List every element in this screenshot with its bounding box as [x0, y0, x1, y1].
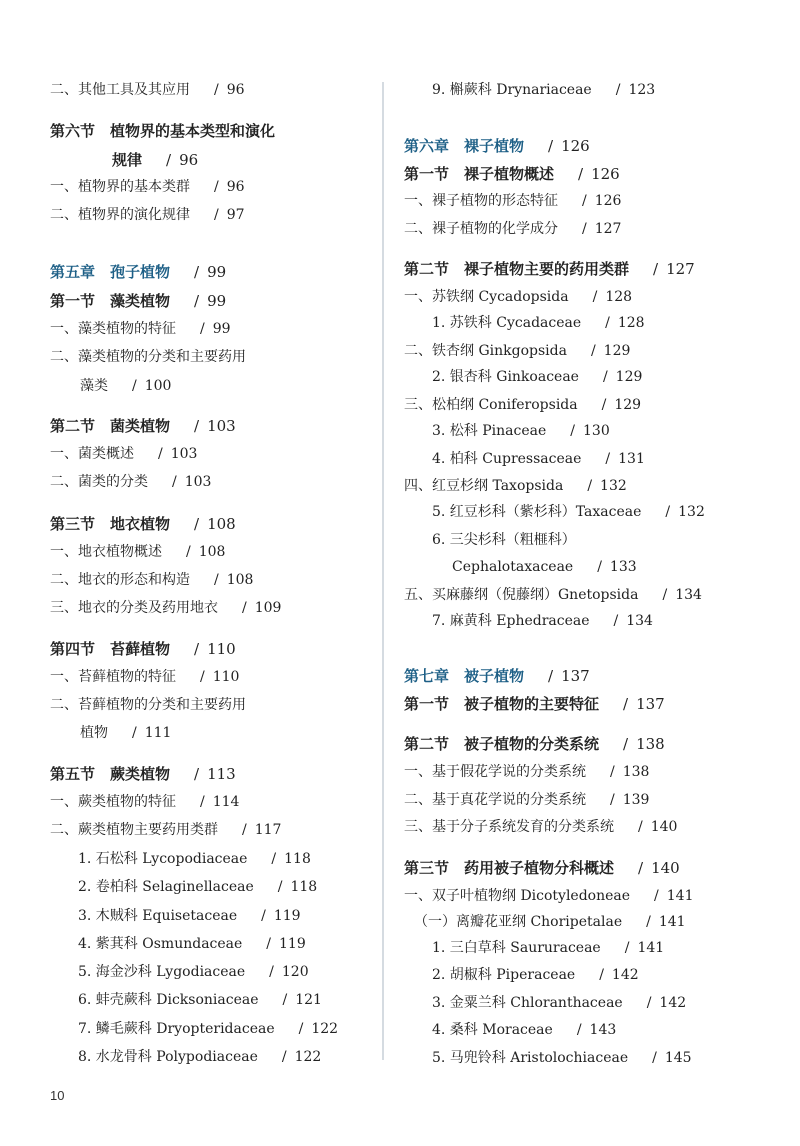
toc-entry	[50, 262, 226, 282]
toc-entry-title: 5. 红豆杉科（紫杉科）Taxaceae	[432, 504, 642, 520]
toc-entry-page: 128	[605, 289, 633, 305]
toc-entry-page: 99	[212, 321, 231, 337]
toc-entry-separator: /	[610, 792, 615, 808]
toc-entry-separator: /	[623, 695, 629, 713]
toc-entry-separator: /	[194, 263, 200, 281]
toc-entry	[414, 912, 686, 932]
toc-entry-title: 第七章 被子植物	[404, 667, 525, 685]
toc-entry	[78, 877, 317, 897]
toc-entry-page: 133	[609, 559, 637, 575]
toc-entry-page: 96	[226, 179, 245, 195]
toc-entry-title: 二、裸子植物的化学成分	[404, 221, 558, 237]
toc-entry-separator: /	[597, 559, 602, 575]
toc-entry-title: 8. 水龙骨科 Polypodiaceae	[78, 1049, 258, 1065]
toc-entry	[404, 790, 649, 810]
toc-entry-page: 140	[650, 819, 678, 835]
toc-entry-separator: /	[638, 859, 644, 877]
toc-entry-separator: /	[582, 221, 587, 237]
toc-entry	[404, 585, 702, 605]
toc-entry	[78, 906, 301, 926]
toc-entry-title: 二、苔藓植物的分类和主要药用	[50, 697, 246, 713]
page-number: 10	[50, 1088, 65, 1103]
toc-entry-page: 132	[678, 504, 705, 520]
toc-entry-title: 9. 槲蕨科 Drynariaceae	[432, 82, 592, 98]
toc-entry-title: 第一节 裸子植物概述	[404, 165, 555, 183]
toc-entry-separator: /	[582, 193, 587, 209]
toc-entry-separator: /	[592, 289, 598, 305]
toc-entry-page: 119	[279, 936, 306, 952]
toc-entry-page: 103	[170, 446, 198, 462]
toc-entry-separator: /	[214, 82, 219, 98]
toc-entry-page: 132	[600, 478, 627, 494]
toc-entry-separator: /	[602, 369, 608, 385]
toc-entry	[50, 667, 239, 687]
toc-entry-page: 140	[651, 859, 680, 877]
toc-entry-page: 100	[144, 378, 172, 394]
toc-entry-title: 第一节 藻类植物	[50, 292, 171, 310]
toc-entry	[50, 820, 281, 840]
toc-entry-page: 142	[659, 995, 687, 1011]
toc-entry-page: 141	[666, 888, 694, 904]
toc-entry	[50, 177, 245, 197]
toc-entry-title: 3. 松科 Pinaceae	[432, 423, 547, 439]
toc-entry	[50, 570, 253, 590]
toc-entry	[432, 1048, 692, 1068]
toc-entry-separator: /	[646, 914, 651, 930]
toc-entry-title: 二、其他工具及其应用	[50, 82, 190, 98]
toc-entry	[50, 205, 245, 225]
toc-entry-title: 第二节 被子植物的分类系统	[404, 735, 600, 753]
toc-entry-title: 4. 桑科 Moraceae	[432, 1022, 553, 1038]
toc-entry	[78, 849, 311, 869]
toc-entry-page: 138	[622, 764, 650, 780]
toc-entry	[78, 1047, 321, 1067]
toc-entry-title: 5. 海金沙科 Lygodiaceae	[78, 964, 246, 980]
toc-entry	[50, 121, 275, 141]
toc-entry-separator: /	[132, 378, 137, 394]
toc-entry-title: 第二节 裸子植物主要的药用类群	[404, 260, 630, 278]
toc-entry-separator: /	[282, 992, 288, 1008]
toc-entry-title: 一、藻类植物的特征	[50, 321, 176, 337]
toc-entry	[404, 191, 621, 211]
toc-entry-separator: /	[578, 165, 584, 183]
toc-entry-page: 126	[594, 193, 622, 209]
toc-entry-separator: /	[242, 600, 247, 616]
toc-entry-title: 2. 银杏科 Ginkoaceae	[432, 369, 579, 385]
toc-entry-page: 99	[207, 292, 227, 310]
toc-entry	[432, 367, 642, 387]
toc-entry-page: 118	[290, 879, 318, 895]
toc-entry	[404, 476, 627, 496]
toc-entry	[404, 762, 649, 782]
toc-entry	[432, 313, 645, 333]
toc-entry-title: 植物	[80, 725, 108, 741]
toc-entry	[50, 792, 239, 812]
toc-entry-page: 99	[207, 263, 227, 281]
toc-entry-separator: /	[615, 82, 621, 98]
toc-entry-title: 三、地衣的分类及药用地衣	[50, 600, 218, 616]
toc-entry	[80, 376, 171, 396]
toc-entry-separator: /	[214, 572, 219, 588]
toc-entry-page: 121	[295, 992, 322, 1008]
toc-entry-separator: /	[194, 765, 200, 783]
toc-entry-title: 1. 苏铁科 Cycadaceae	[432, 315, 582, 331]
toc-entry-separator: /	[266, 936, 272, 952]
toc-entry	[404, 734, 665, 754]
toc-entry-page: 143	[589, 1022, 617, 1038]
toc-entry-title: 第六节 植物界的基本类型和演化	[50, 122, 276, 140]
toc-entry-separator: /	[613, 613, 619, 629]
toc-entry-separator: /	[605, 315, 610, 331]
toc-entry-separator: /	[200, 669, 205, 685]
toc-entry	[50, 472, 211, 492]
toc-entry-page: 113	[207, 765, 236, 783]
toc-entry-page: 129	[614, 397, 642, 413]
toc-entry-title: 5. 马兜铃科 Aristolochiaceae	[432, 1050, 629, 1066]
toc-entry	[404, 817, 677, 837]
toc-entry-title: （一）离瓣花亚纲 Choripetalae	[414, 914, 623, 930]
toc-entry	[432, 965, 639, 985]
toc-entry-page: 111	[144, 725, 172, 741]
toc-entry	[404, 858, 680, 878]
toc-entry-title: 一、菌类概述	[50, 446, 134, 462]
toc-entry-separator: /	[576, 1022, 582, 1038]
toc-entry-title: 1. 石松科 Lycopodiaceae	[78, 851, 248, 867]
toc-entry-title: 二、蕨类植物主要药用类群	[50, 822, 218, 838]
toc-entry	[50, 695, 246, 715]
toc-entry-title: 一、苏铁纲 Cycadopsida	[404, 289, 569, 305]
toc-entry-page: 141	[637, 940, 665, 956]
toc-entry	[404, 341, 630, 361]
toc-entry-title: 6. 三尖杉科（粗榧科）	[432, 532, 576, 548]
toc-entry-title: 第四节 苔藓植物	[50, 640, 171, 658]
toc-entry	[50, 319, 231, 339]
toc-entry-separator: /	[132, 725, 137, 741]
toc-entry-title: 二、铁杏纲 Ginkgopsida	[404, 343, 567, 359]
toc-entry-separator: /	[214, 207, 219, 223]
toc-entry	[404, 164, 620, 184]
toc-entry	[80, 723, 171, 743]
toc-entry	[404, 219, 621, 239]
toc-entry	[404, 136, 590, 156]
toc-entry-page: 123	[628, 82, 656, 98]
toc-entry	[50, 444, 197, 464]
toc-entry-title: 一、苔藓植物的特征	[50, 669, 176, 685]
toc-entry	[50, 347, 246, 367]
toc-entry-separator: /	[242, 822, 247, 838]
toc-entry-page: 134	[675, 587, 702, 603]
toc-entry-page: 127	[594, 221, 622, 237]
toc-entry-page: 108	[198, 544, 226, 560]
toc-entry-page: 137	[561, 667, 590, 685]
toc-entry-separator: /	[194, 292, 200, 310]
toc-entry-title: 规律	[112, 151, 143, 169]
toc-entry-title: 第二节 菌类植物	[50, 417, 171, 435]
toc-entry-title: 7. 鳞毛蕨科 Dryopteridaceae	[78, 1021, 275, 1037]
toc-entry-title: 一、裸子植物的形态特征	[404, 193, 558, 209]
toc-entry-page: 131	[618, 451, 645, 467]
toc-entry-title: 一、双子叶植物纲 Dicotyledoneae	[404, 888, 631, 904]
toc-entry	[432, 938, 664, 958]
toc-entry	[50, 416, 236, 436]
toc-entry-title: 二、植物界的演化规律	[50, 207, 190, 223]
toc-entry-title: 6. 蚌壳蕨科 Dicksoniaceae	[78, 992, 259, 1008]
toc-entry-separator: /	[194, 640, 200, 658]
toc-entry-separator: /	[277, 879, 283, 895]
toc-entry-page: 96	[226, 82, 245, 98]
toc-entry-separator: /	[194, 515, 200, 533]
toc-entry-separator: /	[548, 137, 554, 155]
toc-entry-separator: /	[271, 851, 277, 867]
toc-entry	[404, 395, 641, 415]
toc-entry	[50, 764, 236, 784]
toc-entry-page: 117	[254, 822, 282, 838]
toc-entry-title: 一、植物界的基本类群	[50, 179, 190, 195]
toc-entry	[78, 990, 322, 1010]
toc-entry-separator: /	[665, 504, 671, 520]
toc-entry-title: 一、地衣植物概述	[50, 544, 162, 560]
toc-entry-separator: /	[172, 474, 177, 490]
toc-entry	[432, 993, 686, 1013]
toc-entry-separator: /	[269, 964, 274, 980]
toc-entry-separator: /	[653, 260, 659, 278]
toc-entry-title: Cephalotaxaceae	[452, 559, 574, 575]
toc-entry-separator: /	[281, 1049, 287, 1065]
toc-entry-page: 130	[583, 423, 610, 439]
toc-entry-page: 139	[622, 792, 650, 808]
toc-entry-separator: /	[261, 908, 266, 924]
toc-entry-separator: /	[186, 544, 191, 560]
toc-entry-title: 7. 麻黄科 Ephedraceae	[432, 613, 590, 629]
toc-entry	[112, 150, 198, 170]
toc-entry	[432, 449, 645, 469]
toc-entry	[78, 962, 309, 982]
toc-entry-separator: /	[605, 451, 611, 467]
toc-entry	[432, 502, 705, 522]
toc-entry	[432, 80, 655, 100]
toc-entry-separator: /	[166, 151, 172, 169]
toc-entry-separator: /	[570, 423, 575, 439]
toc-entry-title: 第五章 孢子植物	[50, 263, 171, 281]
toc-entry	[404, 287, 632, 307]
toc-entry-separator: /	[548, 667, 554, 685]
toc-entry-title: 2. 卷柏科 Selaginellaceae	[78, 879, 254, 895]
toc-entry	[78, 934, 306, 954]
toc-entry-page: 114	[212, 794, 240, 810]
toc-entry-separator: /	[200, 794, 205, 810]
toc-entry-page: 110	[212, 669, 240, 685]
toc-entry-separator: /	[601, 397, 607, 413]
toc-entry-page: 96	[179, 151, 199, 169]
toc-entry-page: 141	[658, 914, 686, 930]
toc-entry-title: 五、买麻藤纲（倪藤纲）Gnetopsida	[404, 587, 639, 603]
toc-entry-page: 103	[207, 417, 236, 435]
toc-entry-page: 126	[561, 137, 590, 155]
toc-entry-page: 108	[207, 515, 236, 533]
toc-entry-title: 二、藻类植物的分类和主要药用	[50, 349, 246, 365]
toc-entry-page: 110	[207, 640, 236, 658]
toc-entry-title: 三、松柏纲 Coniferopsida	[404, 397, 578, 413]
toc-entry-title: 3. 木贼科 Equisetaceae	[78, 908, 238, 924]
toc-entry-page: 127	[666, 260, 695, 278]
toc-entry	[404, 886, 694, 906]
toc-entry	[432, 1020, 616, 1040]
toc-entry-page: 126	[591, 165, 620, 183]
toc-entry	[50, 291, 226, 311]
toc-entry-separator: /	[652, 1050, 657, 1066]
toc-entry-page: 142	[611, 967, 639, 983]
toc-entry-separator: /	[158, 446, 163, 462]
toc-entry-title: 第六章 裸子植物	[404, 137, 525, 155]
toc-entry-page: 137	[636, 695, 665, 713]
toc-entry-page: 145	[664, 1050, 692, 1066]
toc-entry-title: 4. 紫萁科 Osmundaceae	[78, 936, 243, 952]
toc-entry-title: 一、基于假花学说的分类系统	[404, 764, 586, 780]
toc-entry-page: 120	[281, 964, 309, 980]
toc-entry-separator: /	[638, 819, 643, 835]
toc-entry-separator: /	[194, 417, 200, 435]
toc-entry-page: 128	[617, 315, 645, 331]
toc-entry-title: 二、菌类的分类	[50, 474, 148, 490]
toc-entry-separator: /	[654, 888, 659, 904]
toc-entry-title: 四、红豆杉纲 Taxopsida	[404, 478, 564, 494]
toc-entry-title: 第一节 被子植物的主要特征	[404, 695, 600, 713]
toc-entry	[432, 611, 653, 631]
toc-entry-separator: /	[587, 478, 593, 494]
toc-entry-title: 藻类	[80, 378, 108, 394]
toc-entry-title: 2. 胡椒科 Piperaceae	[432, 967, 576, 983]
toc-entry	[50, 514, 236, 534]
toc-entry	[432, 530, 576, 550]
toc-entry-page: 108	[226, 572, 254, 588]
toc-entry-title: 1. 三白草科 Saururaceae	[432, 940, 601, 956]
toc-entry-page: 118	[284, 851, 311, 867]
toc-entry-title: 第五节 蕨类植物	[50, 765, 171, 783]
toc-entry-title: 一、蕨类植物的特征	[50, 794, 176, 810]
toc-entry-separator: /	[214, 179, 219, 195]
toc-entry-title: 二、地衣的形态和构造	[50, 572, 190, 588]
toc-entry-separator: /	[624, 940, 630, 956]
toc-entry-title: 三、基于分子系统发育的分类系统	[404, 819, 614, 835]
toc-entry-page: 122	[294, 1049, 322, 1065]
toc-entry-page: 134	[626, 613, 653, 629]
toc-entry	[78, 1019, 338, 1039]
toc-entry-page: 129	[603, 343, 631, 359]
toc-entry-page: 109	[254, 600, 282, 616]
toc-entry	[50, 542, 225, 562]
toc-entry-separator: /	[610, 764, 615, 780]
toc-entry	[404, 666, 590, 686]
toc-entry-page: 122	[311, 1021, 339, 1037]
toc-entry	[404, 259, 695, 279]
toc-entry	[50, 598, 281, 618]
toc-entry-page: 138	[636, 735, 665, 753]
toc-entry-title: 4. 柏科 Cupressaceae	[432, 451, 582, 467]
toc-entry-title: 第三节 药用被子植物分科概述	[404, 859, 615, 877]
toc-entry-separator: /	[646, 995, 652, 1011]
toc-entry-title: 二、基于真花学说的分类系统	[404, 792, 586, 808]
toc-entry-page: 129	[615, 369, 643, 385]
column-divider	[382, 82, 384, 1060]
toc-entry-title: 第三节 地衣植物	[50, 515, 171, 533]
toc-entry-title: 3. 金粟兰科 Chloranthaceae	[432, 995, 623, 1011]
toc-entry-separator: /	[590, 343, 596, 359]
toc-entry-separator: /	[599, 967, 604, 983]
toc-entry-separator: /	[623, 735, 629, 753]
toc-entry	[50, 80, 245, 100]
toc-entry	[404, 694, 665, 714]
toc-entry-page: 97	[226, 207, 245, 223]
toc-entry-separator: /	[662, 587, 668, 603]
toc-entry-separator: /	[200, 321, 205, 337]
toc-entry	[432, 421, 610, 441]
toc-entry	[452, 557, 637, 577]
toc-entry-separator: /	[298, 1021, 304, 1037]
toc-entry	[50, 639, 236, 659]
toc-entry-page: 103	[184, 474, 212, 490]
toc-entry-page: 119	[273, 908, 301, 924]
